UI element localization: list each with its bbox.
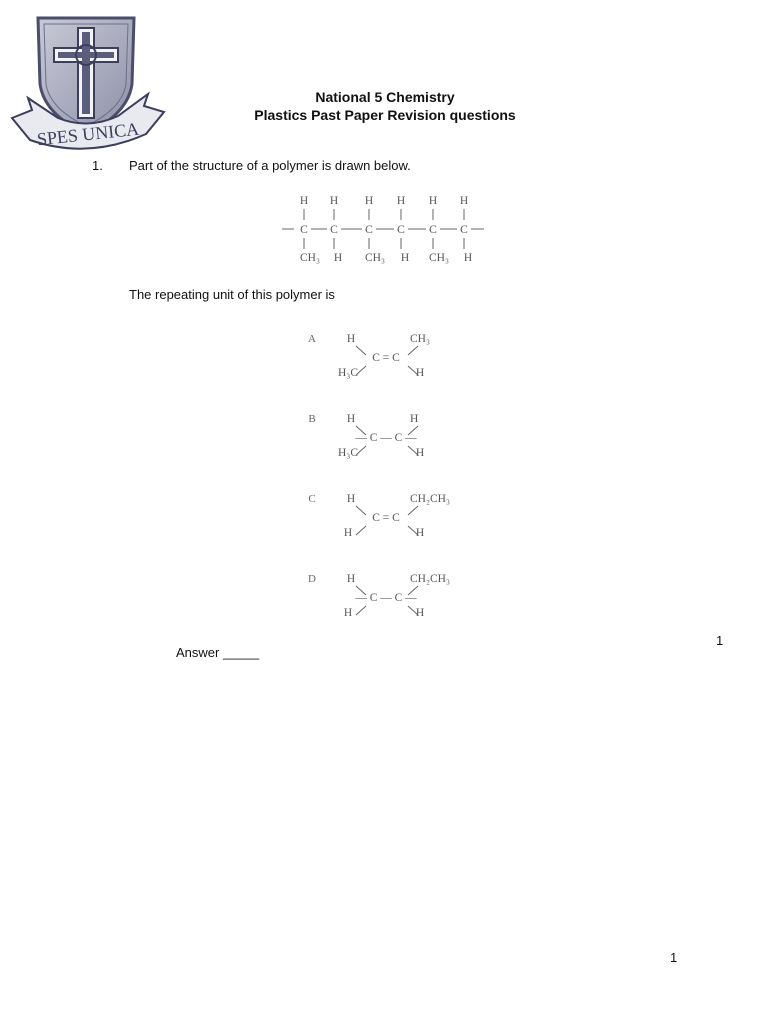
center-bond-label: C = C <box>372 352 400 364</box>
document-subtitle: Plastics Past Paper Revision questions <box>254 107 516 123</box>
atom-label: H₃C <box>338 367 358 379</box>
atom-label: H <box>346 573 356 585</box>
atom-label: CH₃ <box>365 252 385 264</box>
atom-label: C <box>365 224 373 236</box>
question-number: 1. <box>92 158 103 173</box>
atom-label: CH₃ <box>410 333 430 345</box>
option-a-structure <box>300 330 500 390</box>
bond-line <box>356 526 366 535</box>
atom-label: H <box>346 333 356 345</box>
question-marks: 1 <box>716 633 724 648</box>
atom-label: C <box>300 224 308 236</box>
question-stem: Part of the structure of a polymer is drawn below. <box>129 158 411 173</box>
atom-label: H <box>415 607 425 619</box>
answer-line: Answer _____ <box>176 645 260 660</box>
atom-label: H <box>415 527 425 539</box>
atom-label: H <box>415 367 425 379</box>
school-crest-logo <box>8 14 168 154</box>
atom-label: H <box>299 195 309 207</box>
atom-label: H <box>343 607 353 619</box>
atom-label: H <box>459 195 469 207</box>
atom-label: H <box>346 413 356 425</box>
atom-label: H <box>428 195 438 207</box>
center-bond-label: — C — C — <box>355 592 417 604</box>
atom-label: H <box>343 527 353 539</box>
atom-label: CH₃ <box>300 252 320 264</box>
bond-line <box>408 506 418 515</box>
atom-label: C <box>330 224 338 236</box>
atom-label: C <box>429 224 437 236</box>
atom-label: C <box>397 224 405 236</box>
atom-label: CH₂CH₃ <box>410 573 450 585</box>
document-title: National 5 Chemistry <box>315 89 455 105</box>
atom-label: CH₃ <box>429 252 449 264</box>
option-c-structure <box>300 490 500 550</box>
question-prompt: The repeating unit of this polymer is <box>129 287 335 302</box>
page-number: 1 <box>670 950 678 965</box>
option-letter: B <box>308 413 316 425</box>
bond-line <box>408 346 418 355</box>
atom-label: CH₂CH₃ <box>410 493 450 505</box>
atom-label: H <box>463 252 473 264</box>
atom-label: H <box>415 447 425 459</box>
option-letter: D <box>308 573 316 585</box>
option-b-structure <box>300 410 500 470</box>
bond-line <box>356 346 366 355</box>
atom-label: H <box>329 195 339 207</box>
atom-label: H₃C <box>338 447 358 459</box>
atom-label: H <box>364 195 374 207</box>
svg-text:SPES UNICA: SPES UNICA <box>35 118 141 150</box>
atom-label: H <box>410 413 419 425</box>
atom-label: H <box>333 252 343 264</box>
bond-line <box>356 606 366 615</box>
bond-line <box>356 506 366 515</box>
option-letter: C <box>308 493 316 505</box>
center-bond-label: C = C <box>372 512 400 524</box>
atom-label: C <box>460 224 468 236</box>
center-bond-label: — C — C — <box>355 432 417 444</box>
option-d-structure <box>300 570 500 630</box>
option-letter: A <box>308 333 316 345</box>
polymer-structure-diagram <box>278 190 493 270</box>
atom-label: H <box>396 195 406 207</box>
atom-label: H <box>400 252 410 264</box>
atom-label: H <box>346 493 356 505</box>
